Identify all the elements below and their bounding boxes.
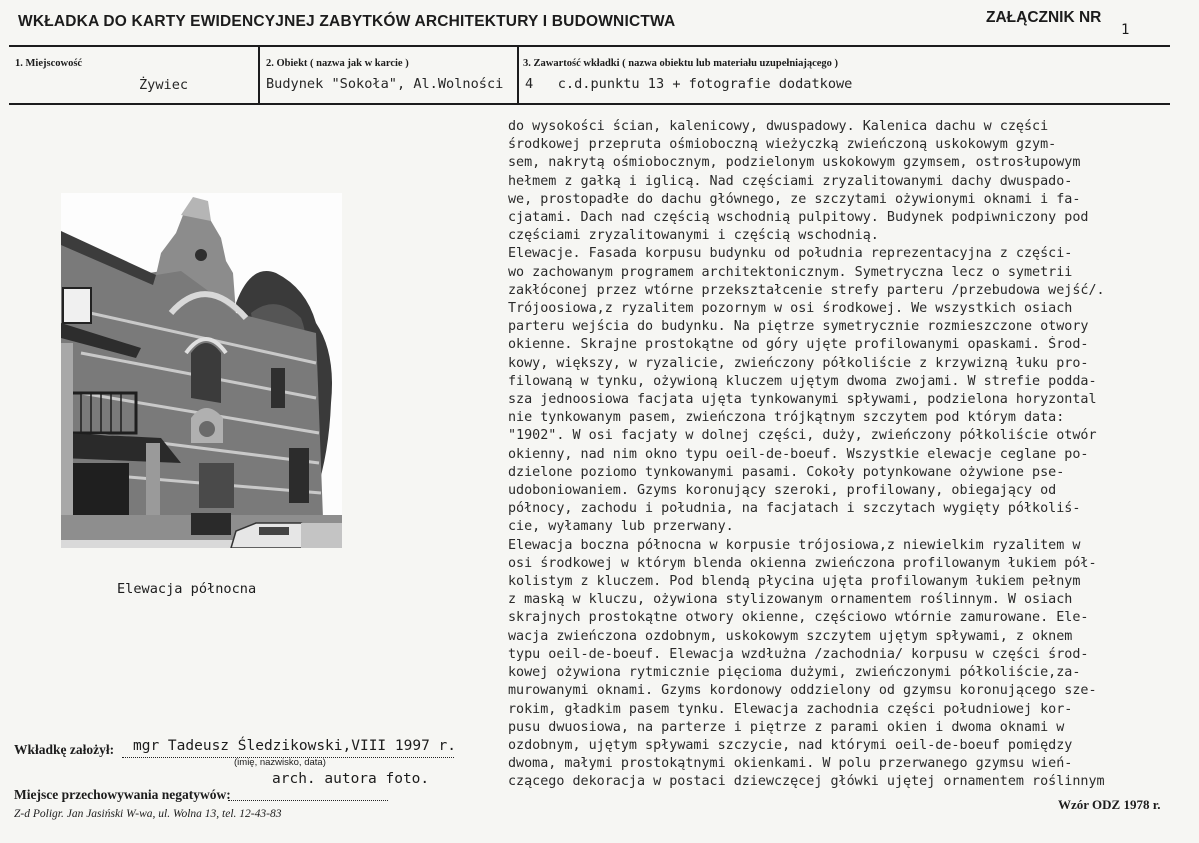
description-line: murowanymi oknami. Gzyms kordonowy oddzielony od gzymsu koronującego sze- [508,683,1097,699]
printer-imprint: Z-d Poligr. Jan Jasiński W-wa, ul. Wolna 13, tel. 12-43-83 [14,808,282,820]
description-line: skrajnych prostokątne otwory okienne, częściowo wtórnie zamurowane. Ele- [508,610,1089,626]
description-line: filowaną w tynku, ożywioną kluczem ujętym dwoma zwojami. W strefie podda- [508,373,1097,389]
description-line: udoboniowaniem. Gzyms koronujący szeroki, profilowany, obiegający od [508,483,1057,499]
description-line: okienny, nad nim okno typu oeil-de-boeuf. Wszystkie elewacje ceglane po- [508,446,1089,462]
founder-value: mgr Tadeusz Śledzikowski,VIII 1997 r. [133,738,457,754]
description-line: północy, zachodu i południa, na facjatach i szczytach wygięty półkoliś- [508,501,1081,517]
building-photo [61,193,342,548]
description-line: cjatami. Dach nad częścią wschodnią pulpitowy. Budynek podpiwniczony pod [508,210,1089,226]
negatives-dotted-line [228,800,388,801]
description-line: typu oeil-de-boeuf. Elewacja wzdłużna /zachodnia/ korpusu w części środ- [508,646,1089,662]
description-line: zakłóconej przez wtórne przekształcenie strefy parteru /przebudowa wejść/. [508,282,1105,298]
description-line: Elewacje. Fasada korpusu budynku od południa reprezentacyjna z części- [508,246,1073,262]
field-object-value: Budynek "Sokoła", Al.Wolności [266,76,504,92]
form-template-id: Wzór ODZ 1978 r. [1058,797,1161,812]
description-line: do wysokości ścian, kalenicowy, dwuspadowy. Kalenica dachu w części [508,119,1049,134]
description-line: "1902". W osi facjaty w dolnej części, duży, zwieńczony półkoliście otwór [508,428,1097,444]
fields-bottom-rule [9,103,1170,105]
photo-caption: Elewacja północna [117,581,257,597]
description-line: kowej ożywiona rytmicznie pięcioma dużymi, zwieńczonymi półkoliście,za- [508,665,1081,681]
field-contents-label: 3. Zawartość wkładki ( nazwa obiektu lub materiału uzupełniającego ) [523,58,839,69]
founder-hint: (imię, nazwisko, data) [234,757,326,768]
founder-label: Wkładkę założył: [14,742,115,757]
description-line: środkowej przepruta ośmioboczną wieżyczką zwieńczoną uskokowym gzym- [508,137,1057,153]
field-locality-label: 1. Miejscowość [15,58,83,69]
description-line: sza jednoosiowa facjata ujęta tynkowanymi spływami, podzielona horyzontal [508,392,1097,408]
negatives-location-label: Miejsce przechowywania negatywów: [14,787,231,802]
description-line: ozdobnym, ujętym spływami szczycie, nad którymi oeil-de-boeuf pomiędzy [508,737,1073,753]
north-elevation-photo-image [61,193,342,548]
description-line: pusu dwuosiowa, na parterze i piętrze z parami okien i dwoma oknami w [508,719,1065,735]
description-line: Trójoosiowa,z ryzalitem pozornym w osi środkowej. We wszystkich osiach [508,301,1073,317]
description-line: hełmem z gałką i iglicą. Nad częściami zryzalitowanymi dachy dwuspado- [508,173,1073,189]
description-line: okienne. Skrajne prostokątne od góry ujęte profilowanymi opaskami. Środ- [508,337,1089,353]
description-line: dwoma, małymi prostokątnymi okienkami. W polu przerwanego gzymsu wień- [508,756,1073,772]
annex-number: 1 [1121,22,1130,38]
top-rule [9,45,1170,47]
description-line: wo zachowanym programem architektonicznym. Symetryczna lecz o symetrii [508,264,1073,280]
field-divider-2 [517,47,519,104]
field-contents-value: 4 c.d.punktu 13 + fotografie dodatkowe [525,76,853,92]
description-line: osi środkowej w którym blenda okienna zwieńczona profilowanym łukiem pół- [508,555,1097,571]
field-divider-1 [258,47,260,104]
description-line: we, prostopadłe do dachu głównego, ze szczytami ożywionymi oknami i fa- [508,191,1081,207]
description-line: sem, nakrytą ośmiobocznym, podzielonym uskokowym gzymsem, ostrosłupowym [508,155,1081,171]
description-line: kowy, większy, w ryzalicie, zwieńczony półkoliście z krzywizną łuku pro- [508,355,1089,371]
photo-author-note: arch. autora foto. [272,771,430,787]
field-locality-value: Żywiec [139,77,189,93]
annex-label: ZAŁĄCZNIK NR [986,9,1102,26]
description-text [508,118,1168,792]
description-line: wacja zwieńczona ozdobnym, uskokowym szczytem ujętym spływami, z oknem [508,628,1073,644]
description-line: parteru wejścia do budynku. Na piętrze symetrycznie rozmieszczone otwory [508,319,1089,335]
description-line: rokim, gładkim pasem tynku. Elewacja zachodnia części południowej kor- [508,701,1073,717]
description-line: cie, wyłamany lub przerwany. [508,519,734,535]
description-line: nie tynkowanym pasem, zwieńczona trójkątnym szczytem pod którym data: [508,410,1065,426]
description-line: dzielone poziomo tynkowanymi pasami. Cokoły potynkowane ożywione pse- [508,464,1065,480]
description-line: kolistym z kluczem. Pod blendą płycina ujęta profilowanym łukiem pełnym [508,574,1081,590]
description-line: Elewacja boczna północna w korpusie trójosiowa,z niewielkim ryzalitem w [508,537,1081,553]
form-title: WKŁADKA DO KARTY EWIDENCYJNEJ ZABYTKÓW ARCHITEKTURY I BUDOWNICTWA [18,13,676,30]
description-line: z maską w kluczu, ożywiona stylizowanym ornamentem roślinnym. W osiach [508,592,1073,608]
description-line: czącego dekoracja w postaci dziewczęcej główki ujętej ornamentem roślinnym [508,774,1105,790]
field-object-label: 2. Obiekt ( nazwa jak w karcie ) [266,58,409,69]
description-line: częściami zryzalitowanymi i częścią wschodnią. [508,228,879,244]
